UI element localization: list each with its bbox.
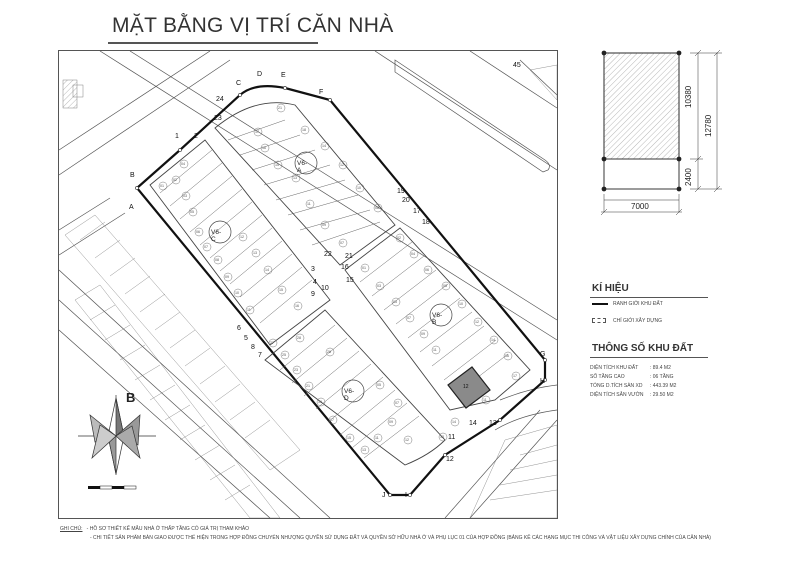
point-label-19: 19 [397,188,405,195]
point-label-1: 1 [175,133,179,140]
lot-number: 19 [318,400,322,404]
point-label-F: F [319,89,324,96]
point-label-7: 7 [258,352,262,359]
lot-number: 02 [397,236,401,240]
lot-number: 16 [262,146,266,150]
point-label-15: 15 [346,277,354,284]
dimension-total-depth: 12780 [704,114,713,137]
point-label-J: J [382,492,386,499]
lot-number: 01 [362,266,366,270]
legend-symbol-boundary [592,303,608,305]
lot-number: 09 [389,420,393,424]
lot-number: 05 [190,210,194,214]
lot-number: 14 [265,268,269,272]
spec-value: : 89.4 M2 [650,365,671,371]
point-label-9: 9 [311,291,315,298]
point-label-A: A [129,204,134,211]
point-label-4: 4 [313,279,317,286]
lot-number: 08 [443,284,447,288]
lot-number: 12 [240,235,244,239]
point-label-18: 18 [422,219,430,226]
notes-line [60,525,711,534]
lot-number: 13 [293,176,297,180]
point-label-20: 20 [402,197,410,204]
notes-label: GHI CHÚ: [60,526,83,532]
lot-number: 13 [440,435,444,439]
point-label-5: 5 [244,335,248,342]
point-label-D: D [257,71,263,78]
lot-number: 14 [491,338,495,342]
lot-number: 07 [204,245,208,249]
point-label-I: I [405,492,407,499]
spec-value: : 29.50 M2 [650,392,674,398]
lot-number: 09 [225,275,229,279]
lot-number: 05 [377,383,381,387]
block-label-v6-a: V6-A [297,160,308,174]
lot-number: 28 [297,336,301,340]
spec-value: : 443.39 M2 [650,383,677,389]
lot-number: 11 [307,202,311,206]
spec-label: DIỆN TÍCH KHU ĐẤT [590,365,639,371]
point-label-C: C [236,80,242,87]
point-label-14: 14 [469,420,477,427]
legend-label-build-line: CHỈ GIỚI XÂY DỰNG [613,318,663,324]
lot-number: 08 [375,206,379,210]
point-label-13: 13 [489,420,497,427]
point-label-24: 24 [216,96,224,103]
point-label-G: G [540,351,546,358]
spec-label: SỐ TẦNG CAO [590,374,625,380]
legend-heading-rule [590,297,708,298]
point-label-2: 2 [194,133,198,140]
lot-number: 05 [393,300,397,304]
lot-number: 09 [322,223,326,227]
lot-number: 21 [306,384,310,388]
lot-number: 01 [160,184,164,188]
block-label-v6-d: V6-D [344,388,355,402]
point-label-E: E [281,72,286,79]
lot-number: 11 [433,348,437,352]
lot-number: 11 [375,436,379,440]
lot-number: 10 [235,291,239,295]
notes-line: - CHI TIẾT SẢN PHẨM BÀN GIAO ĐƯỢC THỂ HIỆN TRONG HỢP ĐỒNG CHUYỂN NHƯỢNG QUYỀN SỬ DỤNG ĐẤT VÀ QUYỀN SỞ HỮU NHÀ Ở VÀ PHỤ LỤC 01 CỦA HỢP ĐỒNG (BẢNG KÊ CÁC HẠNG MỤC THI CÔNG VÀ VẬT LIỆU XÂY DỰNG CHÍNH CỦA CĂN NHÀ) [90,535,711,541]
lot-number: 17 [255,130,259,134]
lot-number: 08 [215,258,219,262]
point-label-H: H [540,378,546,385]
point-label-22: 22 [324,251,332,258]
point-label-8: 8 [251,344,255,351]
point-label-12: 12 [446,456,454,463]
lot-number: 07 [340,241,344,245]
lot-number: 12 [340,163,344,167]
lot-number: 02 [173,178,177,182]
lot-number: 17 [330,418,334,422]
lot-number: 04 [181,162,185,166]
lot-number: 25 [282,353,286,357]
specs-heading: THÔNG SỐ KHU ĐẤT [592,343,694,354]
point-label-6: 6 [237,325,241,332]
legend-symbol-build-line [592,318,606,323]
legend-heading: KÍ HIỆU [592,283,629,294]
lot-number: 15 [275,163,279,167]
lot-number: 27 [270,341,274,345]
point-label-10: 10 [321,285,329,292]
lot-number: 13 [362,448,366,452]
lot-number: 14 [322,144,326,148]
lot-number: 11 [483,398,487,402]
notes [60,525,711,543]
point-label-3: 3 [311,266,315,273]
point-label-16: 16 [341,264,349,271]
lot-number: 17 [513,374,517,378]
lot-number: 15 [279,288,283,292]
lot-number: 04 [411,252,415,256]
dimension-width: 7000 [631,202,649,211]
lot-number: 15 [347,436,351,440]
lot-number: 06 [425,268,429,272]
highlighted-lot-number: 12 [463,384,469,390]
dimension-garden-depth: 2400 [684,168,693,186]
lot-number: 07 [395,401,399,405]
point-label-B: B [130,172,135,179]
lot-number: 16 [505,354,509,358]
lot-number: 26 [327,350,331,354]
point-label-45: 45 [513,62,521,69]
lot-number: 06 [196,230,200,234]
spec-value: : 06 TẦNG [650,374,674,380]
point-label-17: 17 [413,208,421,215]
lot-number: 03 [183,194,187,198]
block-label-v6-b: V6-B [432,312,443,326]
lot-number: 09 [421,332,425,336]
lot-number: 11 [247,308,251,312]
lot-number: 23 [294,368,298,372]
notes-text: - HỒ SƠ THIẾT KẾ MẪU NHÀ Ở THẤP TẦNG CÓ GIÁ TRỊ THAM KHẢO [86,526,250,532]
lot-number: 07 [407,316,411,320]
dimension-building-depth: 10380 [684,85,693,108]
point-label-21: 21 [345,253,353,260]
page-title: MẶT BẰNG VỊ TRÍ CĂN NHÀ [112,14,394,37]
point-label-23: 23 [214,115,222,122]
specs-heading-rule [590,357,708,358]
lot-number: 13 [253,251,257,255]
block-label-v6-c: V6-C [211,229,222,243]
lot-number: 10 [357,186,361,190]
lot-number: 10 [459,302,463,306]
compass-north-label: B [126,390,136,405]
lot-number: 21 [278,106,282,110]
lot-number: 03 [377,284,381,288]
spec-label: TỔNG D.TÍCH SÀN XD [590,383,643,389]
lot-number: 16 [295,304,299,308]
lot-number: 14 [452,420,456,424]
lot-number: 12 [405,438,409,442]
lot-number: 12 [475,320,479,324]
spec-label: DIỆN TÍCH SÂN VƯỜN [590,392,644,398]
lot-number: 18 [302,128,306,132]
point-label-11: 11 [448,434,456,441]
legend-label-boundary: RANH GIỚI KHU ĐẤT [613,301,663,307]
